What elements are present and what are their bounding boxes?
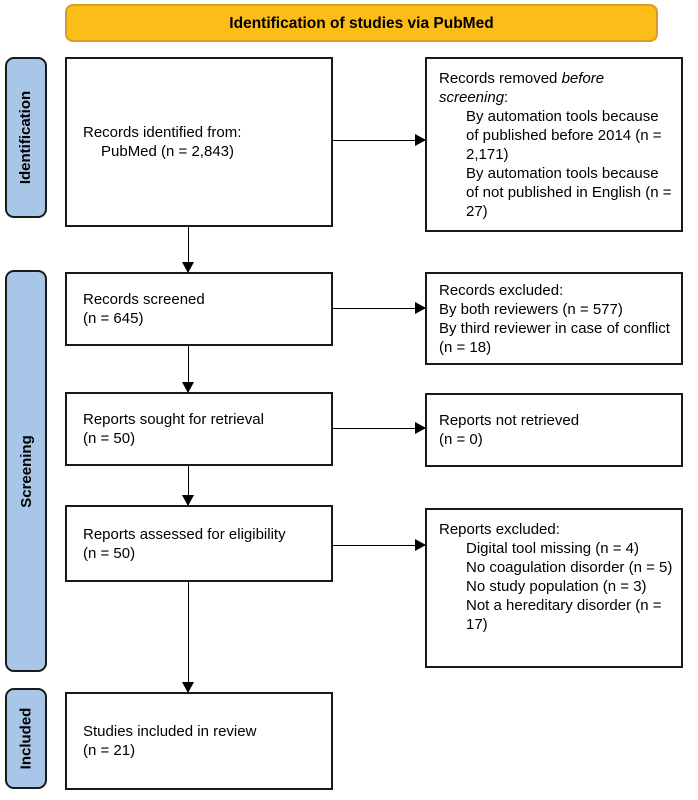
reports-sought-line2: (n = 50) [83, 430, 136, 447]
records-removed-title-italic: before screening [439, 70, 605, 106]
phase-label-identification [5, 57, 47, 218]
arrow-identified-to-removed [333, 140, 425, 141]
records-screened-line2: (n = 645) [83, 310, 144, 327]
phase-label-included-text: Included [17, 707, 35, 770]
box-reports-sought [65, 392, 333, 466]
reports-sought-line1: Reports sought for retrieval [83, 411, 264, 428]
arrow-assessed-to-excluded [333, 545, 425, 546]
records-excluded-item: By third reviewer in case of conflict (n = 18) [439, 319, 670, 356]
phase-label-identification-text: Identification [17, 90, 35, 185]
reports-not-retrieved-line1: Reports not retrieved [439, 412, 580, 429]
records-removed-title [439, 69, 673, 107]
arrow-identified-to-screened [188, 227, 189, 272]
reports-excluded-item: No coagulation disorder (n = 5) [466, 559, 673, 576]
reports-excluded-item: No study population (n = 3) [466, 578, 647, 595]
reports-excluded-item: Digital tool missing (n = 4) [466, 540, 639, 557]
box-reports-assessed [65, 505, 333, 582]
reports-not-retrieved-line2: (n = 0) [439, 431, 483, 448]
phase-label-screening-text: Screening [17, 434, 35, 508]
box-studies-included [65, 692, 333, 790]
box-reports-not-retrieved [425, 393, 683, 467]
box-reports-excluded [425, 508, 683, 668]
reports-assessed-line2: (n = 50) [83, 544, 136, 562]
records-identified-line2: PubMed (n = 2,843) [101, 143, 235, 160]
records-screened-line1: Records screened [83, 291, 205, 308]
phase-label-screening [5, 270, 47, 672]
arrow-screened-to-excluded [333, 308, 425, 309]
records-removed-title-suffix: : [504, 89, 509, 106]
records-removed-item: By automation tools because of not published in English (n = 27) [466, 165, 672, 220]
arrow-sought-to-assessed [188, 466, 189, 505]
reports-excluded-title: Reports excluded: [439, 521, 560, 538]
records-excluded-title: Records excluded: [439, 281, 564, 299]
diagram-title-banner [65, 4, 658, 42]
box-records-identified [65, 57, 333, 227]
studies-included-line2: (n = 21) [83, 742, 136, 759]
reports-assessed-line1: Reports assessed for eligibility [83, 525, 286, 543]
records-removed-item: By automation tools because of published before 2014 (n = 2,171) [466, 108, 662, 163]
records-identified-line1: Records identified from: [83, 124, 242, 141]
box-records-excluded [425, 272, 683, 365]
arrow-screened-to-sought [188, 346, 189, 392]
studies-included-line1: Studies included in review [83, 723, 257, 740]
diagram-title: Identification of studies via PubMed [229, 14, 494, 32]
arrow-assessed-to-included [188, 582, 189, 692]
box-records-screened [65, 272, 333, 346]
phase-label-included [5, 688, 47, 789]
records-removed-title-prefix: Records removed [439, 70, 562, 87]
arrow-sought-to-not-retrieved [333, 428, 425, 429]
records-excluded-item: By both reviewers (n = 577) [439, 300, 623, 318]
box-records-removed [425, 57, 683, 232]
reports-excluded-item: Not a hereditary disorder (n = 17) [466, 597, 662, 633]
